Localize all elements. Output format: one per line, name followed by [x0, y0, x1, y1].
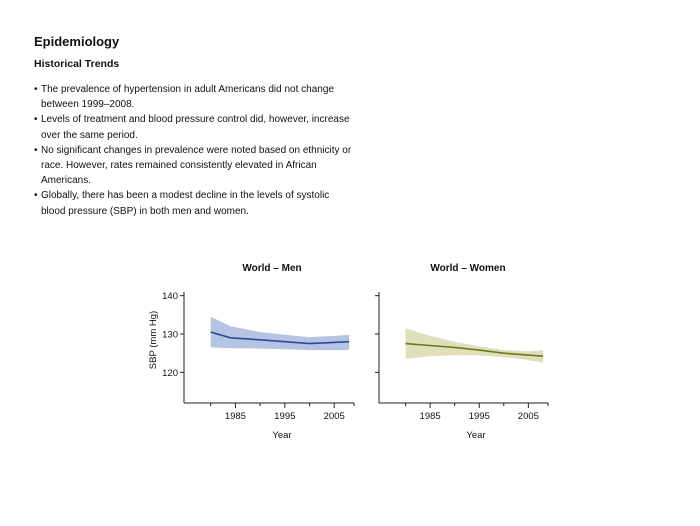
bullet-item: • The prevalence of hypertension in adult Americans did not change between 1999–2008.: [34, 82, 354, 112]
x-tick-label: 2005: [323, 411, 345, 422]
bullet-list: [34, 82, 354, 219]
y-axis-label: SBP (mm Hg): [148, 310, 159, 370]
x-tick-label: 2005: [517, 411, 539, 422]
bullet-item: • Globally, there has been a modest decline in the levels of systolic blood pressure (SBP) in both men and women.: [34, 188, 354, 218]
x-tick-label: 1985: [419, 411, 441, 422]
x-tick-label: 1985: [224, 411, 246, 422]
x-axis-label-men: Year: [272, 430, 292, 441]
chart-title-men: World – Men: [242, 263, 302, 274]
section-title: Epidemiology: [34, 34, 120, 49]
sbp-charts: [0, 250, 700, 450]
men-plot-area: [162, 291, 354, 422]
y-tick-label: 120: [162, 367, 178, 379]
y-tick-label: 140: [162, 291, 178, 303]
x-tick-label: 1995: [468, 411, 490, 422]
bullet-item: • No significant changes in prevalence were noted based on ethnicity or race. However, rates remained consistently elevated in African Americans.: [34, 143, 354, 189]
chart-title-women: World – Women: [430, 263, 506, 274]
x-axis-label-women: Year: [466, 430, 486, 441]
women-plot-area: [375, 292, 548, 422]
chart-men: [148, 263, 354, 441]
y-tick-label: 130: [162, 329, 178, 341]
bullet-item: • Levels of treatment and blood pressure control did, however, increase over the same period.: [34, 112, 354, 142]
chart-women: [375, 263, 548, 441]
x-tick-label: 1995: [274, 411, 296, 422]
section-subtitle: Historical Trends: [34, 58, 120, 70]
confidence-band: [211, 317, 349, 350]
